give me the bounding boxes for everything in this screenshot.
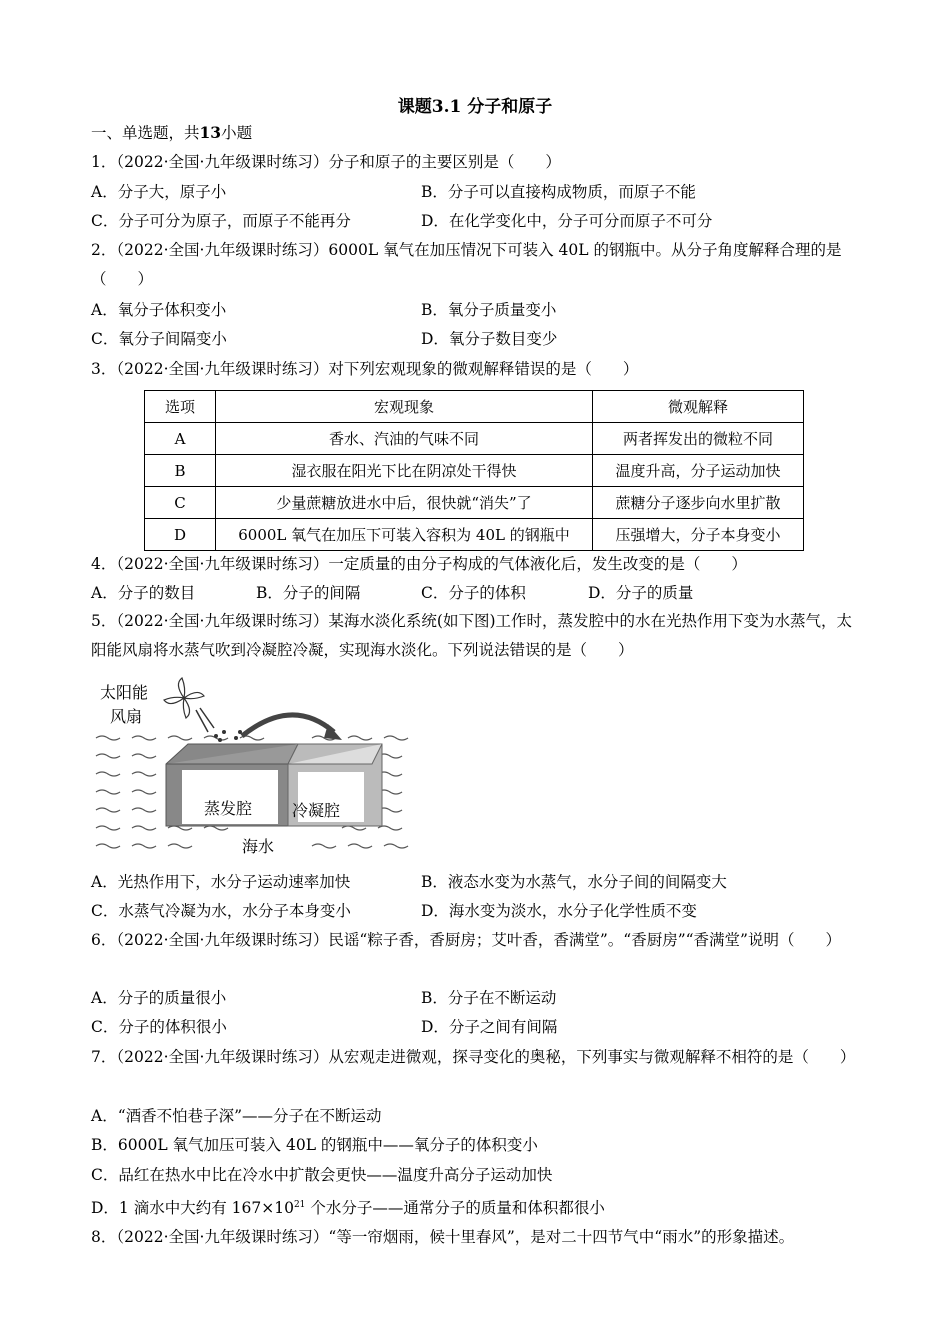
- table-cell: 香水、汽油的气味不同: [216, 423, 593, 455]
- q5-option-b: B．液态水变为水蒸气，水分子间的间隔变大: [421, 873, 727, 891]
- question-5: 5．（2022·全国·九年级课时练习）某海水淡化系统(如下图)工作时，蒸发腔中的水在光热作用下变为水蒸气，太阳能风扇将水蒸气吹到冷凝腔冷凝，实现海水淡化。下列说法错误的是（ ）: [91, 612, 853, 659]
- q7-option-b: B．6000L 氧气加压可装入 40L 的钢瓶中——氧分子的体积变小: [91, 1136, 538, 1154]
- q7-option-d: D．1 滴水中大约有 $167\times 10^{21}$ 个水分子——通常分子的质量和体积都很小: [91, 1199, 605, 1218]
- question-4: 4．（2022·全国·九年级课时练习）一定质量的由分子构成的气体液化后，发生改变的是（ ）: [91, 555, 747, 573]
- evap-label: 蒸发腔: [204, 801, 253, 818]
- q7-option-c: C．品红在热水中比在冷水中扩散会更快——温度升高分子运动加快: [91, 1166, 553, 1184]
- table-header: 微观解释: [593, 391, 804, 423]
- q2-option-d: D．氧分子数目变少: [421, 330, 558, 348]
- table-cell: B: [145, 455, 216, 487]
- section-heading: 一、单选题，共13小题: [91, 123, 253, 142]
- table-header: 宏观现象: [216, 391, 593, 423]
- q4-option-d: D．分子的质量: [588, 584, 694, 602]
- q7-option-a: A．“酒香不怕巷子深”——分子在不断运动: [91, 1107, 382, 1125]
- table-cell: 少量蔗糖放进水中后，很快就“消失”了: [216, 487, 593, 519]
- table-cell: 两者挥发出的微粒不同: [593, 423, 804, 455]
- fan-label-2: 风扇: [110, 709, 143, 726]
- question-2: 2．（2022·全国·九年级课时练习）6000L 氧气在加压情况下可装入 40L 的钢瓶中。从分子角度解释合理的是（ ）: [91, 241, 842, 288]
- page-title: 课题3.1 分子和原子: [397, 97, 553, 117]
- sea-label: 海水: [242, 839, 275, 856]
- table-row: [145, 487, 804, 519]
- fan-label-1: 太阳能: [100, 685, 149, 702]
- q1-option-c: C．分子可分为原子，而原子不能再分: [91, 212, 351, 230]
- desalination-figure: [92, 676, 410, 860]
- question-1: 1．（2022·全国·九年级课时练习）分子和原子的主要区别是（ ）: [91, 153, 561, 171]
- q6-option-b: B．分子在不断运动: [421, 989, 557, 1007]
- table-cell: 6000L 氧气在加压下可装入容积为 40L 的钢瓶中: [216, 519, 593, 551]
- q6-option-d: D．分子之间有间隔: [421, 1018, 558, 1036]
- question-3: 3．（2022·全国·九年级课时练习）对下列宏观现象的微观解释错误的是（ ）: [91, 360, 639, 378]
- q1-option-a: A．分子大，原子小: [91, 183, 227, 201]
- q4-option-b: B．分子的间隔: [256, 584, 361, 602]
- table-cell: 压强增大，分子本身变小: [593, 519, 804, 551]
- fan-icon: [164, 678, 214, 732]
- table-row: [145, 519, 804, 551]
- question-8: 8．（2022·全国·九年级课时练习）“等一帘烟雨，候十里春风”，是对二十四节气中“雨水”的形象描述。: [91, 1228, 795, 1246]
- table-row: [145, 423, 804, 455]
- table-header: 选项: [145, 391, 216, 423]
- q2-option-b: B．氧分子质量变小: [421, 301, 557, 319]
- table-cell: 蔗糖分子逐步向水里扩散: [593, 487, 804, 519]
- table-cell: 温度升高，分子运动加快: [593, 455, 804, 487]
- explanation-table: [144, 390, 804, 551]
- cond-label: 冷凝腔: [292, 803, 341, 820]
- q6-option-c: C．分子的体积很小: [91, 1018, 227, 1036]
- q5-option-c: C．水蒸气冷凝为水，水分子本身变小: [91, 902, 351, 920]
- table-cell: 湿衣服在阳光下比在阴凉处干得快: [216, 455, 593, 487]
- q4-option-c: C．分子的体积: [421, 584, 526, 602]
- q5-option-a: A．光热作用下，水分子运动速率加快: [91, 873, 351, 891]
- q1-option-d: D．在化学变化中，分子可分而原子不可分: [421, 212, 713, 230]
- table-cell: C: [145, 487, 216, 519]
- question-6: 6．（2022·全国·九年级课时练习）民谣“粽子香，香厨房；艾叶香，香满堂”。“香厨房”“香满堂”说明（ ）: [91, 931, 841, 949]
- question-7: 7．（2022·全国·九年级课时练习）从宏观走进微观，探寻变化的奥秘，下列事实与微观解释不相符的是（ ）: [91, 1048, 856, 1066]
- q6-option-a: A．分子的质量很小: [91, 989, 227, 1007]
- q1-option-b: B．分子可以直接构成物质，而原子不能: [421, 183, 696, 201]
- table-cell: D: [145, 519, 216, 551]
- q2-option-c: C．氧分子间隔变小: [91, 330, 227, 348]
- table-row: [145, 455, 804, 487]
- airflow-arrow: [242, 715, 334, 736]
- table-header-row: [145, 391, 804, 423]
- q2-option-a: A．氧分子体积变小: [91, 301, 227, 319]
- q4-option-a: A．分子的数目: [91, 584, 196, 602]
- table-cell: A: [145, 423, 216, 455]
- q5-option-d: D．海水变为淡水，水分子化学性质不变: [421, 902, 697, 920]
